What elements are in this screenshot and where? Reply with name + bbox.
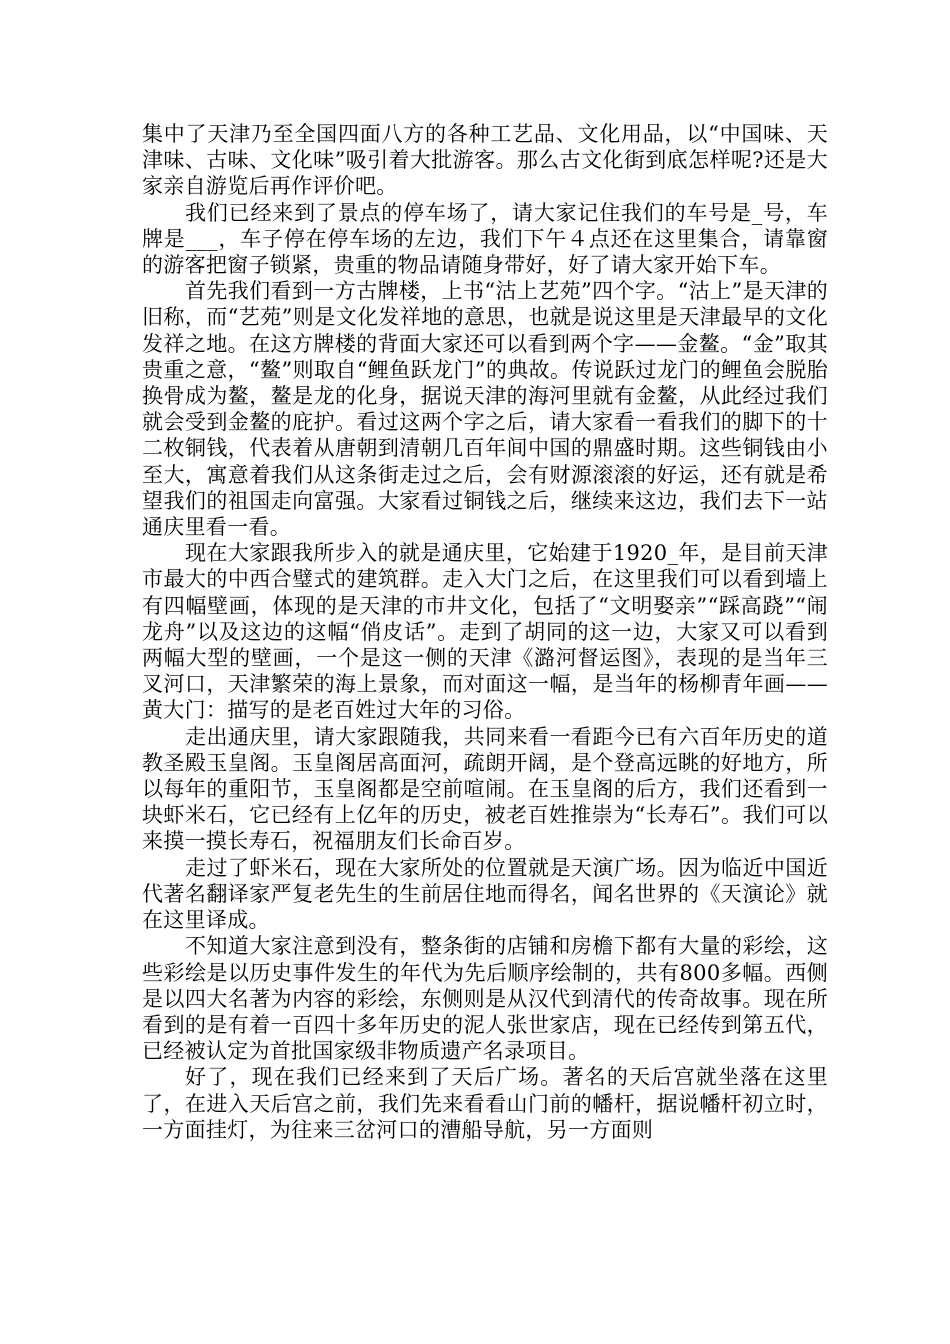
paragraph-7: 不知道大家注意到没有，整条街的店铺和房檐下都有大量的彩绘，这些彩绘是以历史事件发生的年代为先后顺序绘制的，共有800多幅。西侧是以四大名著为内容的彩绘，东侧则是从汉代到清代的传奇故事。现在所看到的是有着一百四十多年历史的泥人张世家店，现在已经传到第五代，已经被认定为首批国家级非物质遗产名录项目。 (142, 934, 828, 1064)
document-body (142, 121, 828, 1143)
paragraph-4: 现在大家跟我所步入的就是通庆里，它始建于1920_年，是目前天津市最大的中西合璧式的建筑群。走入大门之后，在这里我们可以看到墙上有四幅壁画，体现的是天津的市井文化，包括了“文明娶亲”“踩高跷”“闹龙舟”以及这边的这幅“俏皮话”。走到了胡同的这一边，大家又可以看到两幅大型的壁画，一个是这一侧的天津《潞河督运图》，表现的是当年三叉河口，天津繁荣的海上景象，而对面这一幅，是当年的杨柳青年画——黄大门：描写的是老百姓过大年的习俗。 (142, 541, 828, 723)
paragraph-8: 好了，现在我们已经来到了天后广场。著名的天后宫就坐落在这里了，在进入天后宫之前，我们先来看看山门前的幡杆，据说幡杆初立时，一方面挂灯，为往来三岔河口的漕船导航，另一方面则 (142, 1065, 828, 1142)
paragraph-6: 走过了虾米石，现在大家所处的位置就是天演广场。因为临近中国近代著名翻译家严复老先生的生前居住地而得名，闻名世界的《天演论》就在这里译成。 (142, 855, 828, 933)
paragraph-2: 我们已经来到了景点的停车场了，请大家记住我们的车号是_号，车牌是___，车子停在停车场的左边，我们下午４点还在这里集合，请靠窗的游客把窗子锁紧，贵重的物品请随身带好，好了请大家开始下车。 (142, 200, 828, 278)
paragraph-3: 首先我们看到一方古牌楼，上书“沽上艺苑”四个字。“沽上”是天津的旧称，而“艺苑”则是文化发祥地的意思，也就是说这里是天津最早的文化发祥之地。在这方牌楼的背面大家还可以看到两个字——金鳌。“金”取其贵重之意，“鳌”则取自“鲤鱼跃龙门”的典故。传说跃过龙门的鲤鱼会脱胎换骨成为鳌，鳌是龙的化身，据说天津的海河里就有金鳌，从此经过我们就会受到金鳌的庇护。看过这两个字之后，请大家看一看我们的脚下的十二枚铜钱，代表着从唐朝到清朝几百年间中国的鼎盛时期。这些铜钱由小至大，寓意着我们从这条街走过之后，会有财源滚滚的好运，还有就是希望我们的祖国走向富强。大家看过铜钱之后，继续来这边，我们去下一站通庆里看一看。 (142, 279, 828, 540)
paragraph-5: 走出通庆里，请大家跟随我，共同来看一看距今已有六百年历史的道教圣殿玉皇阁。玉皇阁居高面河，疏朗开阔，是个登高远眺的好地方，所以每年的重阳节，玉皇阁都是空前喧闹。在玉皇阁的后方，我们还看到一块虾米石，它已经有上亿年的历史，被老百姓推崇为“长寿石”。我们可以来摸一摸长寿石，祝福朋友们长命百岁。 (142, 724, 828, 854)
paragraph-1: 集中了天津乃至全国四面八方的各种工艺品、文化用品，以“中国味、天津味、古味、文化味”吸引着大批游客。那么古文化街到底怎样呢?还是大家亲自游览后再作评价吧。 (142, 122, 828, 199)
